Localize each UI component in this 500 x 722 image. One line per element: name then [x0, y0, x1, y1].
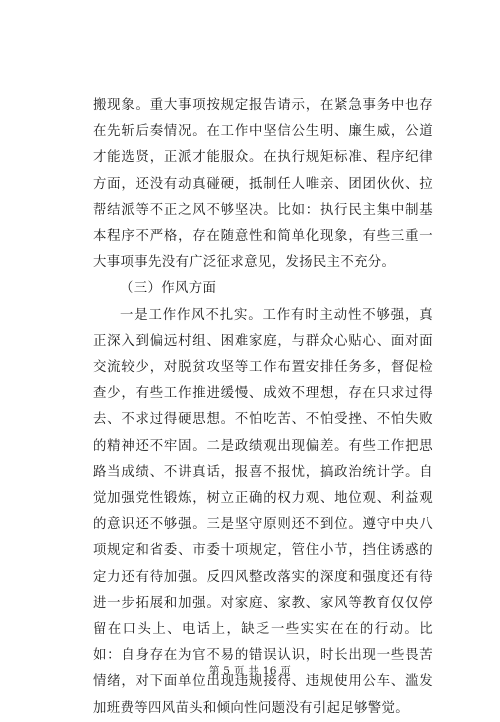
body-paragraph-2: 一是工作作风不扎实。工作有时主动性不够强，真正深入到偏远村组、困难家庭，与群众心贴心、面对面交流较少，对脱贫攻坚等工作布置安排任务多，督促检查少，有些工作推进缓慢、成效不理想，存在只求过得去、不求过得硬思想。不怕吃苦、不怕受挫、不怕失败的精神还不牢固。二是政绩观出现偏差。有些工作把思路当成绩、不讲真话，报喜不报忧，搞政治统计学。自觉加强党性锻炼，树立正确的权力观、地位观、利益观的意识还不够强。三是坚守原则还不到位。遵守中央八项规定和省委、市委十项规定，管住小节，挡住诱惑的定力还有待加强。反四风整改落实的深度和强度还有待进一步拓展和加强。对家庭、家教、家风等教育仅仅停留在口头上、电话上，缺乏一些实实在在的行动。比如：自身存在为官不易的错误认识，时长出现一些畏苦情绪，对下面单位出现违规接待、违规使用公车、滥发加班费等四风苗头和倾向性问题没有引起足够警觉。	[93, 307, 433, 716]
section-heading: （三）作风方面	[120, 281, 217, 297]
page-footer: 第 5 页 共 16 页	[208, 665, 292, 677]
document-body	[93, 93, 433, 722]
body-paragraph-1: 搬现象。重大事项按规定报告请示，在紧急事务中也存在先斩后奏情况。在工作中坚信公生明、廉生威，公道才能选贤，正派才能服众。在执行规矩标准、程序纪律方面，还没有动真碰硬，抵制任人唯亲、团团伙伙、拉帮结派等不正之风不够坚决。比如：执行民主集中制基本程序不严格，存在随意性和简单化现象，有些三重一大事项事先没有广泛征求意见，发扬民主不充分。	[93, 98, 433, 271]
